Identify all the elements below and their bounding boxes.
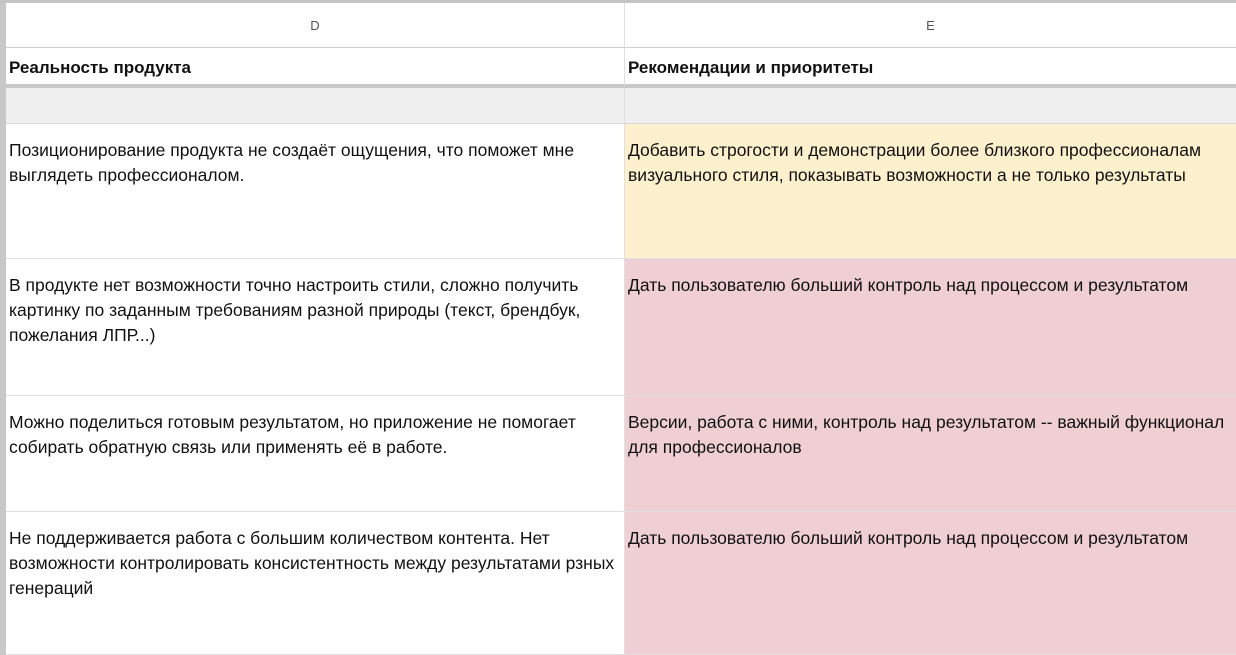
reality-cell[interactable]: Позиционирование продукта не создаёт ощущения, что поможет мне выглядеть профессионалом. bbox=[6, 124, 625, 259]
column-header-d[interactable]: D bbox=[6, 3, 625, 48]
table-row bbox=[6, 259, 1236, 396]
table-row bbox=[6, 124, 1236, 259]
cell-grid bbox=[6, 3, 1236, 655]
header-cell-recommendations[interactable]: Рекомендации и приоритеты bbox=[625, 48, 1236, 88]
empty-row bbox=[6, 88, 1236, 124]
table-row bbox=[6, 396, 1236, 512]
column-header-row bbox=[6, 3, 1236, 48]
header-cell-reality[interactable]: Реальность продукта bbox=[6, 48, 625, 88]
empty-cell[interactable] bbox=[625, 88, 1236, 124]
recommendation-cell[interactable]: Дать пользователю больший контроль над процессом и результатом bbox=[625, 259, 1236, 396]
recommendation-cell[interactable]: Версии, работа с ними, контроль над результатом -- важный функционал для профессионалов bbox=[625, 396, 1236, 512]
reality-cell[interactable]: Не поддерживается работа с большим количеством контента. Нет возможности контролировать консистентность между результатами рзных генераций bbox=[6, 512, 625, 655]
reality-cell[interactable]: В продукте нет возможности точно настроить стили, сложно получить картинку по заданным требованиям разной природы (текст, брендбук, пожелания ЛПР...) bbox=[6, 259, 625, 396]
recommendation-cell[interactable]: Добавить строгости и демонстрации более близкого профессионалам визуального стиля, показывать возможности а не только результаты bbox=[625, 124, 1236, 259]
empty-cell[interactable] bbox=[6, 88, 625, 124]
reality-cell[interactable]: Можно поделиться готовым результатом, но приложение не помогает собирать обратную связь или применять её в работе. bbox=[6, 396, 625, 512]
header-row bbox=[6, 48, 1236, 88]
recommendation-cell[interactable]: Дать пользователю больший контроль над процессом и результатом bbox=[625, 512, 1236, 655]
table-row bbox=[6, 512, 1236, 655]
column-header-e[interactable]: E bbox=[625, 3, 1236, 48]
